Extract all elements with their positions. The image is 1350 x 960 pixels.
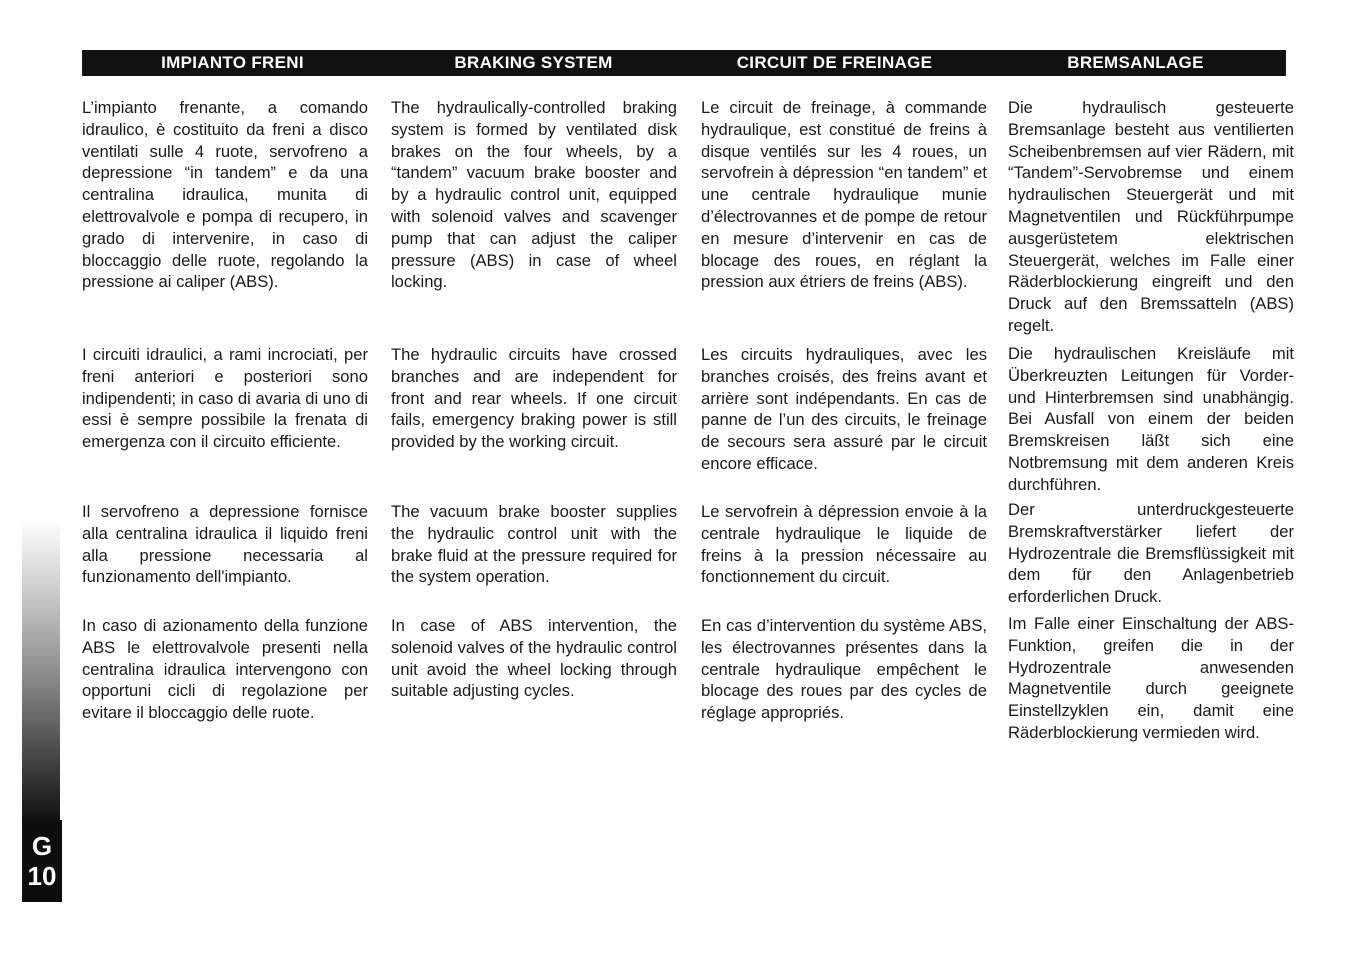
header-italian: IMPIANTO FRENI: [161, 53, 304, 72]
paragraph-en-1: The hydraulically-controlled braking system is formed by ventilated disk brakes on the four wheels, by a “tandem” vacuum brake booster and by a hydraulic control unit, equipped with solenoid valves and scavenger pump that can adjust the caliper pressure (ABS) in case of wheel locking.: [391, 98, 677, 292]
section-header-bar: [82, 50, 1286, 76]
page-number-tab: [22, 820, 62, 902]
page-number: 10: [27, 861, 57, 891]
paragraph-de-1: Die hydraulisch gesteuerte Bremsanlage besteht aus ventilierten Scheibenbremsen auf vier Rädern, mit “Tandem”-Servobremse und einem hydraulischen Steuergerät und mit Magnetventilen und Rückführpumpe ausgerüstetem elektrischen Steuergerät, welches im Falle einer Räderblockierung eingreift und den Druck auf den Bremssatteln (ABS) regelt.: [1008, 98, 1294, 335]
page-edge-strip: [22, 520, 60, 820]
paragraph-en-3: The vacuum brake booster supplies the hydraulic control unit with the brake fluid at the pressure required for the system operation.: [391, 502, 677, 587]
paragraph-it-3: Il servofreno a depressione fornisce alla centralina idraulica il liquido freni alla pressione necessaria al funzionamento dell'impianto.: [82, 502, 368, 587]
header-german: BREMSANLAGE: [1067, 53, 1204, 72]
paragraph-it-2: I circuiti idraulici, a rami incrociati, per freni anteriori e posteriori sono indipendenti; in caso di avaria di uno di essi è sempre possibile la frenata di emergenza con il circuito efficiente.: [82, 345, 368, 452]
paragraph-fr-1: Le circuit de freinage, à commande hydraulique, est constitué de freins à disque ventilés sur les 4 roues, un servofrein à dépression “en tandem” et une centrale hydraulique munie d’électrovannes et de pompe de retour en mesure d’intervenir en cas de blocage des roues, en réglant la pression aux étriers de freins (ABS).: [701, 98, 987, 292]
paragraph-en-2: The hydraulic circuits have crossed branches and are independent for front and rear wheels. If one circuit fails, emergency braking power is still provided by the working circuit.: [391, 345, 677, 452]
paragraph-de-4: Im Falle einer Einschaltung der ABS-Funktion, greifen die in der Hydrozentrale anwesenden Magnetventile durch geeignete Einstellzyklen ein, damit eine Räderblockierung vermieden wird.: [1008, 614, 1294, 742]
paragraph-fr-3: Le servofrein à dépression envoie à la centrale hydraulique le liquide de freins à la pression nécessaire au fonctionnement du circuit.: [701, 502, 987, 587]
paragraph-en-4: In case of ABS intervention, the solenoid valves of the hydraulic control unit avoid the wheel locking through suitable adjusting cycles.: [391, 616, 677, 701]
paragraph-it-1: L’impianto frenante, a comando idraulico, è costituito da freni a disco ventilati sulle 4 ruote, servofreno a depressione “in tandem” e da una centralina idraulica, munita di elettrovalvole e pompa di recupero, in grado di intervenire, in caso di bloccaggio delle ruote, regolando la pressione ai caliper (ABS).: [82, 98, 368, 292]
paragraph-de-2: Die hydraulischen Kreisläufe mit Überkreuzten Leitungen für Vorder- und Hinterbremsen sind unabhängig. Bei Ausfall von einem der beiden Bremskreisen läßt sich eine Notbremsung mit dem anderen Kreis durchführen.: [1008, 344, 1294, 494]
paragraph-de-3: Der unterdruckgesteuerte Bremskraftverstärker liefert der Hydrozentrale die Bremsflüssigkeit mit dem für den Anlagenbetrieb erforderlichen Druck.: [1008, 500, 1294, 607]
header-english: BRAKING SYSTEM: [454, 53, 613, 72]
header-french: CIRCUIT DE FREINAGE: [736, 53, 933, 72]
paragraph-it-4: In caso di azionamento della funzione ABS le elettrovalvole presenti nella centralina idraulica intervengono con opportuni cicli di regolazione per evitare il bloccaggio delle ruote.: [82, 616, 368, 723]
paragraph-fr-2: Les circuits hydrauliques, avec les branches croisés, des freins avant et arrière sont indépendants. En cas de panne de l’un des circuits, le freinage de secours sera assuré par le circuit encore efficace.: [701, 345, 987, 473]
paragraph-fr-4: En cas d’intervention du système ABS, les électrovannes présentes dans la centrale hydraulique empêchent le blocage des roues par des cycles de réglage appropriés.: [701, 616, 987, 723]
section-letter: G: [31, 831, 53, 861]
